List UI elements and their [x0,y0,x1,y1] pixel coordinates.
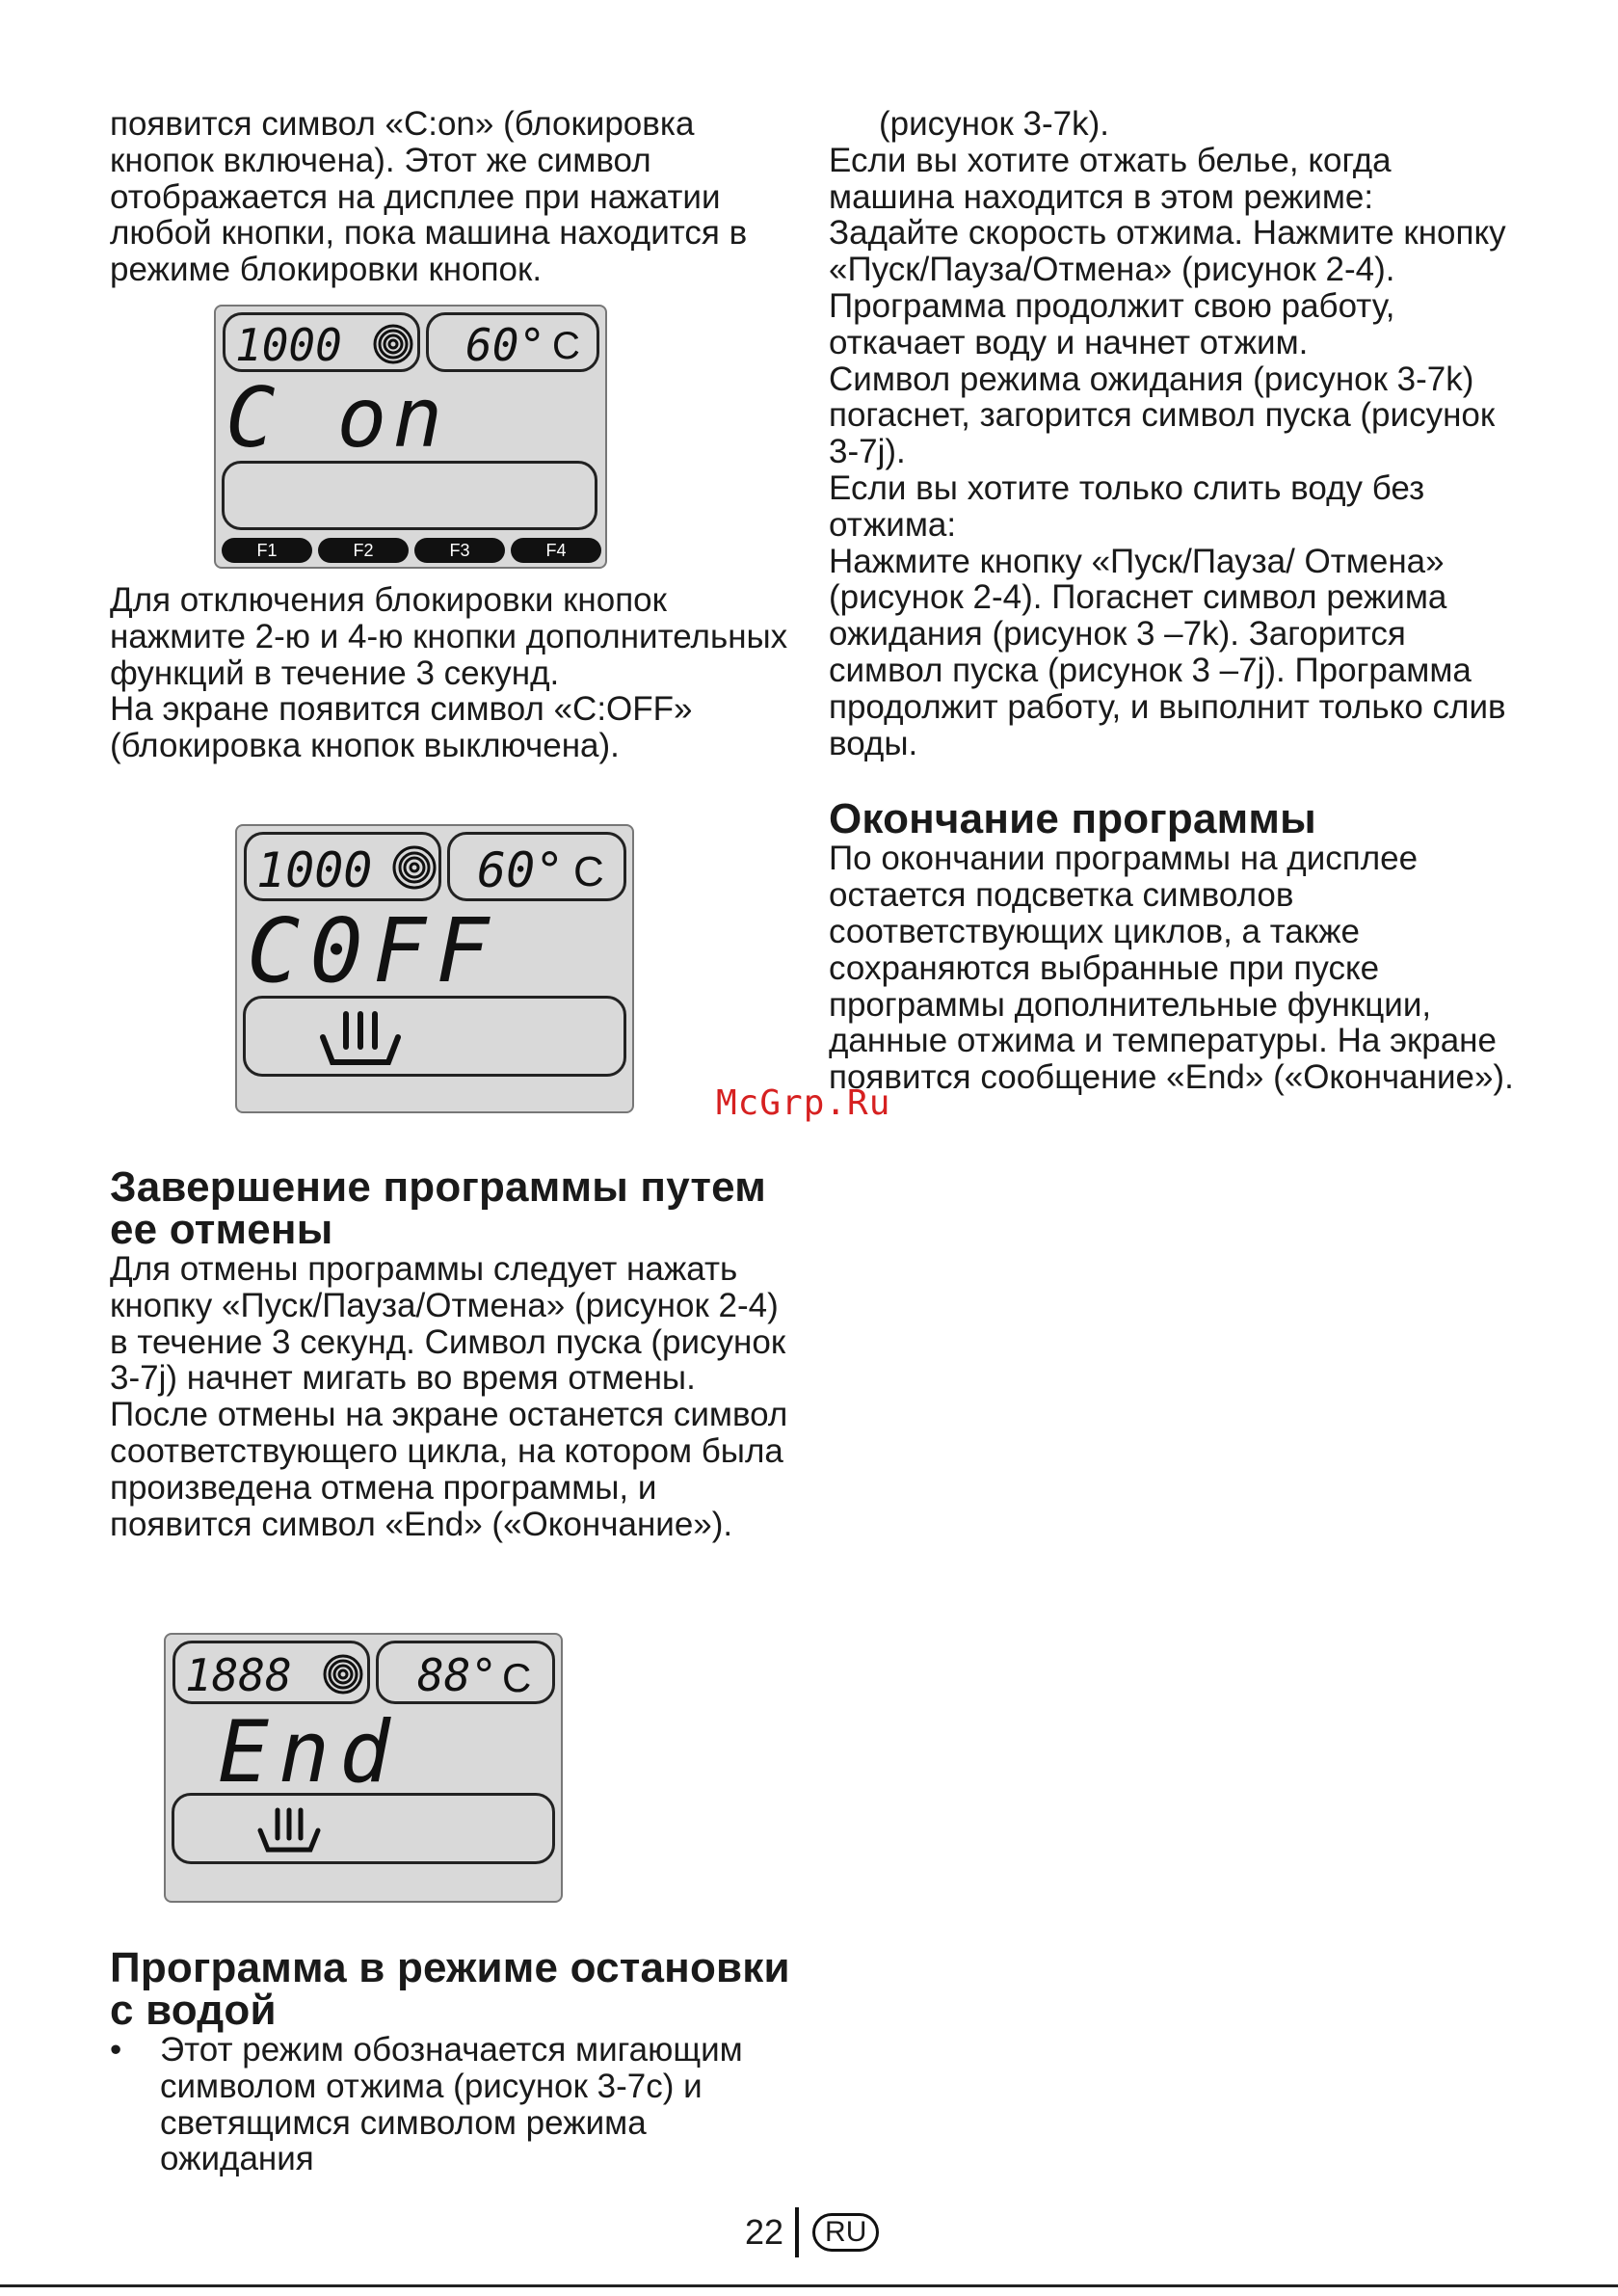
lcd-display-c-on [214,305,607,569]
section-heading-end: Окончание программы [829,795,1316,843]
bullet-item [110,2032,804,2177]
temperature-value: 60° [465,319,546,371]
paragraph: (рисунок 3-7k). [879,105,1109,143]
program-box [222,461,597,530]
page-number: 22 [745,2212,784,2252]
paragraph: Задайте скорость отжима. Нажмите кнопку «Пуск/Пауза/Отмена» (рисунок 2-4). Программа продолжит свою работу, откачает воду и начнет отжим. [829,214,1506,361]
paragraph: Если вы хотите отжать белье, когда машина находится в этом режиме: [829,141,1392,216]
function-key-f2: F2 [318,538,409,563]
left-column-top [110,106,804,288]
function-keys [222,538,601,563]
bullet-text: Этот режим обозначается мигающим символом отжима (рисунок 3-7с) и светящимся символом режима ожидания [160,2031,743,2178]
program-box [243,996,626,1077]
temperature-value: 88° [417,1649,498,1701]
paragraph: После отмены на экране останется символ соответствующего цикла, на котором была произведена отмена программы, и появится символ «End» («Окончание»). [110,1396,788,1543]
temperature-unit: C [552,325,580,367]
lcd-main-readout: End [218,1702,400,1802]
program-box [172,1793,555,1864]
left-column-mid [110,582,804,764]
speed-box [172,1641,370,1704]
section-heading-cancel: Завершение программы путем ее отмены [110,1163,766,1253]
speed-box [223,312,420,372]
spin-speed: 1000 [256,842,373,898]
paragraph: Для отмены программы следует нажать кнопку «Пуск/Пауза/Отмена» (рисунок 2-4) в течение 3 секунд. Символ пуска (рисунок 3-7j) начнет мигать во время отмены. [110,1250,786,1398]
temperature-box [426,312,599,372]
bullet-mark: • [110,2031,122,2069]
temperature-box [376,1641,555,1704]
temperature-unit: C [502,1655,532,1700]
bottom-rule [0,2284,1618,2287]
right-column [829,106,1523,1096]
left-column-cancel [110,1163,804,1543]
lcd-main-readout: C0FF [247,899,499,1002]
paragraph: Если вы хотите только слить воду без отжима: [829,468,1425,544]
paragraph: По окончании программы на дисплее остается подсветка символов соответствующих циклов, а также сохраняются выбранные при пуске программы дополнительные функции, данные отжима и температуры. На экране появится сообщение «End» («Окончание»). [829,840,1514,1097]
lcd-display-c-off [235,824,634,1113]
paragraph: На экране появится символ «C:OFF» (блокировка кнопок выключена). [110,690,693,765]
function-key-f3: F3 [414,538,505,563]
left-column-stop [110,1944,804,2178]
drain-basin-icon [317,1008,404,1068]
watermark: McGrp.Ru [716,1083,891,1123]
temperature-unit: C [573,848,604,895]
spin-speed: 1888 [185,1649,292,1701]
lcd-main-readout: C on [225,370,449,467]
temperature-box [447,832,626,901]
footer-divider [795,2207,799,2257]
section-heading-stop: Программа в режиме остановки с водой [110,1944,790,2034]
spin-spiral-icon [372,323,414,365]
spin-spiral-icon [322,1653,364,1695]
drain-basin-icon [255,1805,323,1855]
paragraph: появится символ «C:on» (блокировка кнопок включена). Этот же символ отображается на дисплее при нажатии любой кнопки, пока машина находится в режиме блокировки кнопок. [110,105,748,289]
speed-box [244,832,441,901]
function-key-f4: F4 [511,538,601,563]
function-key-f1: F1 [222,538,312,563]
lcd-display-end [164,1633,563,1903]
language-badge: RU [812,2213,879,2252]
paragraph: Для отключения блокировки кнопок нажмите 2-ю и 4-ю кнопки дополнительных функций в течение 3 секунд. [110,581,788,692]
paragraph: Нажмите кнопку «Пуск/Пауза/ Отмена» (рисунок 2-4). Погаснет символ режима ожидания (рисунок 3 –7k). Загорится символ пуска (рисунок 3 –7j). Программа продолжит работу, и выполнит только слив воды. [829,542,1506,762]
spin-spiral-icon [391,844,438,891]
page-footer [745,2207,879,2257]
spin-speed: 1000 [235,319,342,371]
paragraph: Символ режима ожидания (рисунок 3-7k) погаснет, загорится символ пуска (рисунок 3-7j). [829,360,1496,471]
temperature-value: 60° [477,842,565,898]
